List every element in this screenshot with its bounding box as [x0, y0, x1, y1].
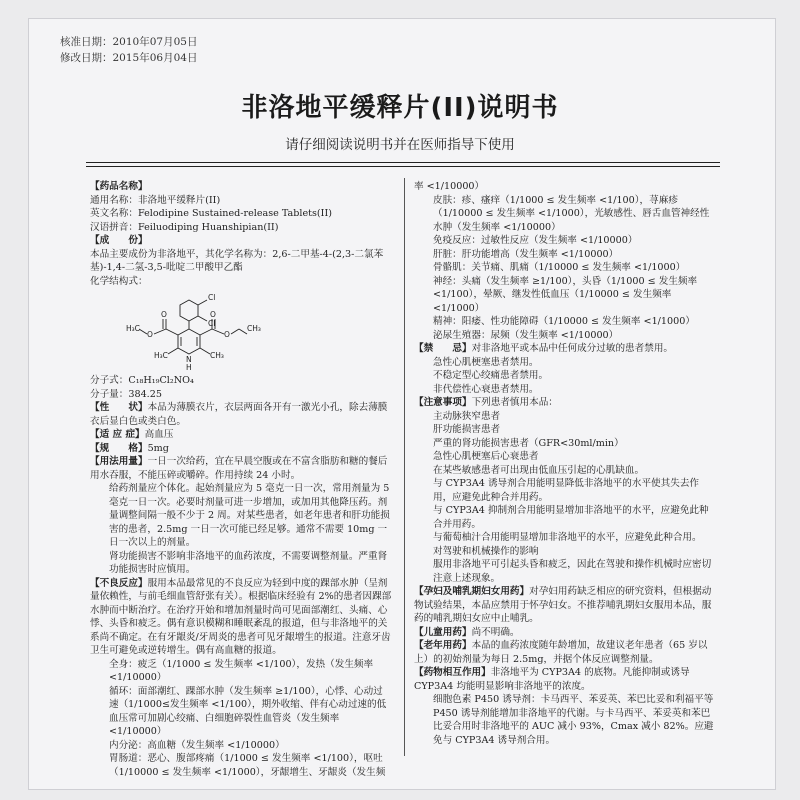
pinyin-name: 汉语拼音：Feiluodiping Huanshipian(II): [90, 221, 279, 233]
o-atom-4: O: [224, 330, 230, 339]
contra-item-2: 不稳定型心绞痛患者禁用。: [433, 370, 549, 381]
driving-line: 对驾驶和机械操作的影响: [433, 545, 539, 557]
ch3-label-1: CH₃: [210, 351, 224, 360]
document-title: 非洛地平缓释片(II)说明书: [241, 93, 559, 123]
spec-heading: 【规 格】: [90, 442, 148, 454]
pregnancy-text: 对孕妇用药缺乏相应的研究资料，但根据动物试验结果，本品应禁用于怀孕妇女。不推荐哺乳期妇女服用本品，服药的哺乳期妇女应中止哺乳。: [414, 586, 712, 624]
o-atom-3: O: [210, 310, 216, 319]
adverse-endocrine: 内分泌：高血糖（发生频率 <1/10000）: [109, 739, 285, 751]
properties-section: [90, 401, 392, 428]
cl-atom-1: Cl: [208, 293, 216, 302]
caution-paragraph-4: 与葡萄柚汁合用能明显增加非洛地平的水平，应避免此种合用。: [433, 532, 702, 543]
contra-text: 对非洛地平或本品中任何成分过敏的患者禁用。: [471, 343, 674, 354]
top-rule-thin: [86, 166, 720, 167]
pregnancy-section: [414, 585, 716, 626]
adverse-general: 全身：疲乏（1/1000 ≤ 发生频率 <1/100），发热（发生频率 <1/10000）: [109, 658, 374, 683]
adverse-text: 服用本品最常见的不良反应为轻到中度的踝部水肿（呈剂量依赖性，与前毛细血管舒张有关）。根据临床经验有 2%的患者因踝部水肿而中断治疗。在治疗开始和增加剂量时尚可见面部潮红、头痛、心悸、头昏和疲乏。偶有意识模糊和睡眠紊乱的报道，但与非洛地平的关系尚不确定。在有牙龈炎/牙周炎的患者可见牙龈增生的报道。注意牙齿卫生可避免或逆转增生。偶有高血糖的报道。: [90, 577, 392, 656]
h3c-label-1: H₃C: [126, 324, 140, 333]
indications-section: [90, 428, 392, 442]
adverse-circulation: 循环：面部潮红、踝部水肿（发生频率 ≥1/100），心悸、心动过速（1/1000≤发生频率 <1/100），期外收缩、伴有心动过速的低血压常可加剧心绞痛、白细胞碎裂性血管炎（发生频率 <1/10000）: [109, 685, 387, 737]
adverse-section: [90, 577, 392, 658]
usage-section: [90, 455, 392, 482]
adverse-urinary: 泌尿生殖器：尿频（发生频率 <1/10000）: [433, 329, 619, 341]
left-column: [90, 180, 392, 779]
caution-heading: 【注意事项】: [414, 397, 472, 408]
contra-item-1: 急性心肌梗塞患者禁用。: [433, 356, 539, 368]
chemical-structure: [90, 290, 390, 372]
column-divider: [404, 178, 405, 756]
contra-heading: 【禁 忌】: [414, 343, 472, 354]
pregnancy-heading: 【孕妇及哺乳期妇女用药】: [414, 586, 530, 597]
revision-date: 修改日期：2015年06月04日: [60, 52, 198, 64]
drug-name-heading: 【药品名称】: [90, 181, 148, 192]
children-heading: 【儿童用药】: [414, 626, 472, 638]
adverse-musculo: 骨骼肌：关节痛、肌痛（1/10000 ≤ 发生频率 <1/1000）: [433, 262, 686, 273]
molecular-formula: 分子式：C₁₈H₁₉Cl₂NO₄: [90, 375, 194, 386]
h3c-label-2: H₃C: [154, 351, 168, 360]
caution-paragraph-2: 与 CYP3A4 诱导剂合用能明显降低非洛地平的水平使其失去作用，应避免此种合并用药。: [433, 478, 700, 503]
right-column: [414, 180, 716, 747]
indications-text: 高血压: [144, 429, 174, 440]
adverse-gastro: 胃肠道：恶心、腹部疼痛（1/1000 ≤ 发生频率 <1/100），呕吐（1/10000 ≤ 发生频率 <1/1000），牙龈增生、牙龈炎（发生频: [109, 753, 386, 778]
children-text: 尚不明确。: [471, 626, 520, 638]
document-subtitle: 请仔细阅读说明书并在医师指导下使用: [285, 137, 515, 153]
approval-date: 核准日期：2010年07月05日: [60, 36, 198, 48]
caution-item-1: 主动脉狭窄患者: [433, 410, 501, 422]
interaction-text: 非洛地平为 CYP3A4 的底物。凡能抑制或诱导 CYP3A4 均能明显影响非洛地平的浓度。: [414, 667, 690, 692]
elderly-heading: 【老年用药】: [414, 640, 472, 651]
top-rule: [86, 162, 720, 163]
adverse-immune: 免疫反应：过敏性反应（发生频率 <1/10000）: [433, 235, 638, 246]
cl-atom-2: Cl: [208, 319, 216, 328]
caution-item-2: 肝功能损害患者: [433, 424, 501, 435]
generic-name: 通用名称：非洛地平缓释片(II): [90, 194, 221, 206]
english-name: 英文名称：Felodipine Sustained-release Tablets(II): [90, 208, 332, 219]
children-section: [414, 626, 716, 640]
caution-section: [414, 396, 716, 410]
interaction-paragraph-2: 细胞色素 P450 诱导剂：卡马西平、苯妥英、苯巴比妥和利福平等 P450 诱导剂能增加非洛地平的代谢。与卡马西平、苯妥英和苯巴比妥合用时非洛地平的 AUC 减小 93%，Cmax 减小 82%。应避免与 CYP3A4 诱导剂合用。: [433, 694, 714, 746]
usage-heading: 【用法用量】: [90, 456, 148, 467]
gastro-continued: 率 <1/10000）: [414, 181, 485, 192]
adverse-liver: 肝脏：肝功能增高（发生频率 <1/10000）: [433, 248, 619, 260]
interaction-section: [414, 666, 716, 693]
usage-paragraph-2: 给药剂量应个体化。起始剂量应为 5 毫克一日一次，常用剂量为 5 毫克一日一次。必要时剂量可进一步增加，或加用其他降压药。剂量调整间隔一般不少于 2 周。对某些患者，如老年患者和肝功能损害的患者，2.5mg 一日一次可能已经足够。通常不需要 10mg 一日一次以上的剂量。: [109, 483, 390, 548]
molecular-weight: 分子量：384.25: [90, 388, 162, 400]
contra-item-3: 非代偿性心衰患者禁用。: [433, 383, 539, 395]
interaction-heading: 【药物相互作用】: [414, 667, 491, 678]
spec-text: 5mg: [147, 442, 169, 454]
caution-item-4: 急性心肌梗塞后心衰患者: [433, 451, 539, 462]
usage-paragraph-3: 肾功能损害不影响非洛地平的血药浓度，不需要调整剂量。严重肾功能损害时应慎用。: [109, 550, 388, 575]
adverse-heading: 【不良反应】: [90, 577, 148, 589]
elderly-text: 本品的血药浓度随年龄增加，故建议老年患者（65 岁以上）的初始剂量为每日 2.5mg，并据个体反应调整剂量。: [414, 640, 708, 665]
caution-paragraph-3: 与 CYP3A4 抑制剂合用能明显增加非洛地平的水平，应避免此种合并用药。: [433, 505, 709, 530]
adverse-skin: 皮肤：疹、瘙痒（1/1000 ≤ 发生频率 <1/100），荨麻疹（1/10000 ≤ 发生频率 <1/1000），光敏感性、唇舌血管神经性水肿（发生频率 <1/10000）: [433, 194, 710, 233]
date-block: [60, 34, 197, 66]
properties-heading: 【性 状】: [90, 402, 148, 413]
caution-item-3: 严重的肾功能损害患者（GFR<30ml/min）: [433, 437, 624, 449]
adverse-psych: 精神：阳痿、性功能障碍（1/10000 ≤ 发生频率 <1/1000）: [433, 316, 695, 327]
caution-text: 下列患者慎用本品：: [471, 397, 558, 408]
structure-label: 化学结构式：: [90, 275, 148, 287]
o-atom-2: O: [147, 330, 153, 339]
o-atom-1: O: [161, 310, 167, 319]
ingredients-heading: 【成 份】: [90, 235, 148, 246]
contra-section: [414, 342, 716, 356]
adverse-nervous: 神经：头痛（发生频率 ≥1/100），头昏（1/1000 ≤ 发生频率 <1/100），晕厥、继发性低血压（1/10000 ≤ 发生频率 <1/1000）: [433, 275, 698, 314]
caution-paragraph-1: 在某些敏感患者可出现由低血压引起的心肌缺血。: [433, 464, 645, 476]
properties-text: 本品为薄膜衣片，衣层两面各开有一激光小孔，除去薄膜衣后显白色或类白色。: [90, 402, 388, 427]
usage-text: 一日一次给药，宜在早晨空腹或在不富含脂肪和糖的餐后用水吞服，不能压碎或嚼碎。作用持续 24 小时。: [90, 456, 388, 481]
ch3-label-2: CH₃: [247, 324, 261, 333]
h-atom: H: [186, 363, 192, 372]
ingredients-text: 本品主要成份为非洛地平，其化学名称为：2,6-二甲基-4-(2,3-二氯苯基)-1,4-二氢-3,5-吡啶二甲酸甲乙酯: [90, 248, 384, 273]
elderly-section: [414, 639, 716, 666]
n-atom: N: [186, 355, 192, 364]
driving-text: 服用非洛地平可引起头昏和疲乏，因此在驾驶和操作机械时应密切注意上述现象。: [433, 559, 712, 584]
spec-section: [90, 442, 392, 456]
indications-heading: 【适 应 症】: [90, 429, 145, 440]
